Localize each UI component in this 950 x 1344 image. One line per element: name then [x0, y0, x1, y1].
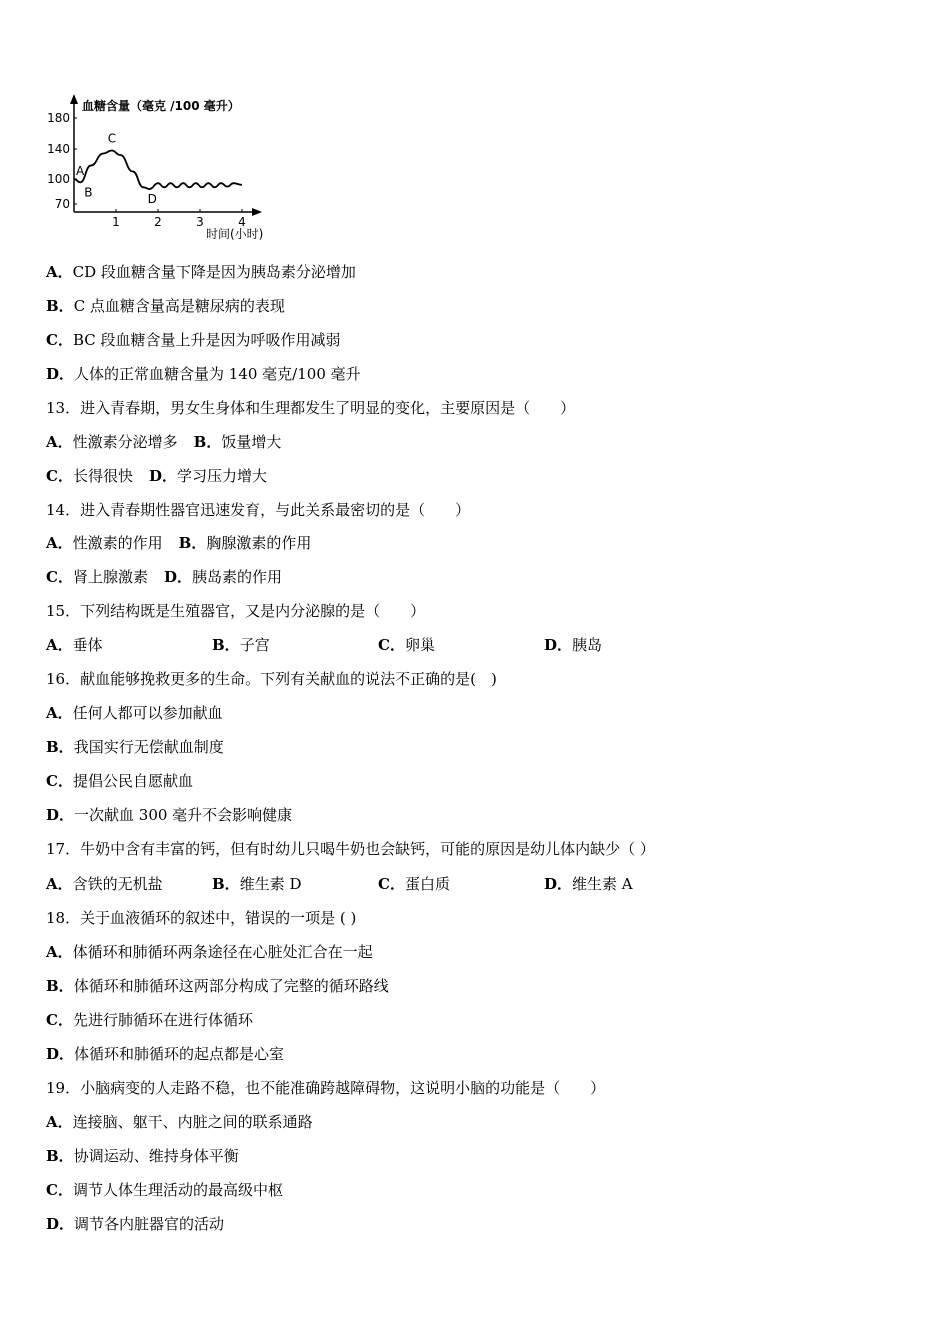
- q18-option-b[interactable]: [46, 976, 389, 996]
- q17-option-a[interactable]: [46, 874, 212, 894]
- q15-stem: 15．下列结构既是生殖器官，又是内分泌腺的是（ ）: [46, 602, 426, 620]
- q16-option-d[interactable]: [46, 805, 292, 825]
- q13-option-a[interactable]: [46, 432, 178, 452]
- q17-d-text: 维生素 A: [572, 875, 633, 893]
- q13-stem: 13．进入青春期，男女生身体和生理都发生了明显的变化，主要原因是（ ）: [46, 399, 576, 417]
- q14-options-row1: [46, 533, 311, 553]
- q17-options: [46, 874, 633, 894]
- q16-d-text: 一次献血 300 毫升不会影响健康: [74, 806, 293, 824]
- q14-option-a[interactable]: [46, 533, 163, 553]
- q18-option-a[interactable]: [46, 942, 373, 962]
- q17-option-c[interactable]: [378, 874, 544, 894]
- q18-c-letter: C．: [46, 1011, 73, 1029]
- q13-a-text: 性激素分泌增多: [72, 433, 178, 451]
- blood-sugar-chart: [40, 92, 280, 250]
- q18-b-letter: B．: [46, 977, 74, 995]
- q18-option-c[interactable]: [46, 1010, 253, 1030]
- q19-a-letter: A．: [46, 1113, 73, 1131]
- y-tick-label: 100: [47, 172, 70, 186]
- q18-stem: 18．关于血液循环的叙述中，错误的一项是 ( ): [46, 909, 357, 927]
- q14-stem: 14．进入青春期性器官迅速发育，与此关系最密切的是（ ）: [46, 501, 471, 519]
- q15-d-text: 胰岛: [572, 636, 603, 654]
- q15-option-b[interactable]: [212, 635, 378, 655]
- q17-b-letter: B．: [212, 875, 240, 893]
- q15-a-text: 垂体: [72, 636, 103, 654]
- q18-b-text: 体循环和肺循环这两部分构成了完整的循环路线: [73, 977, 389, 995]
- q14-option-d[interactable]: [164, 567, 282, 587]
- q12-b-letter: B．: [46, 297, 74, 315]
- q19-c-letter: C．: [46, 1181, 73, 1199]
- q13-b-letter: B．: [193, 433, 222, 451]
- q18-d-letter: D．: [46, 1045, 75, 1063]
- q14-c-letter: C．: [46, 568, 73, 586]
- q19-option-b[interactable]: [46, 1146, 239, 1166]
- chart-svg: [40, 92, 280, 250]
- q12-d-text: 人体的正常血糖含量为 140 毫克/100 毫升: [74, 365, 361, 383]
- q15-c-text: 卵巢: [404, 636, 435, 654]
- q18-option-d[interactable]: [46, 1044, 284, 1064]
- q19-option-c[interactable]: [46, 1180, 283, 1200]
- q14-a-text: 性激素的作用: [72, 534, 163, 552]
- x-axis-arrow: [252, 208, 262, 216]
- q18-a-text: 体循环和肺循环两条途径在心脏处汇合在一起: [72, 943, 373, 961]
- q14-d-letter: D．: [163, 568, 192, 586]
- y-axis-arrow: [70, 94, 78, 104]
- q17-option-b[interactable]: [212, 874, 378, 894]
- blood-sugar-line: [74, 151, 242, 190]
- q16-option-a[interactable]: [46, 703, 223, 723]
- q15-options: [46, 635, 602, 655]
- chart-title: 血糖含量（毫克 /100 毫升）: [82, 99, 240, 113]
- q14-b-letter: B．: [178, 534, 207, 552]
- q15-c-letter: C．: [378, 636, 405, 654]
- q13-option-c[interactable]: [46, 466, 133, 486]
- q16-b-letter: B．: [46, 738, 74, 756]
- q15-option-c[interactable]: [378, 635, 544, 655]
- q14-d-text: 胰岛素的作用: [191, 568, 282, 586]
- q18-a-letter: A．: [46, 943, 73, 961]
- q16-c-letter: C．: [46, 772, 73, 790]
- q12-option-d[interactable]: [46, 364, 361, 384]
- y-tick-label: 70: [54, 197, 70, 211]
- q16-d-letter: D．: [46, 806, 75, 824]
- q19-a-text: 连接脑、躯干、内脏之间的联系通路: [72, 1113, 313, 1131]
- q15-a-letter: A．: [46, 636, 73, 654]
- point-label-b: B: [84, 185, 93, 200]
- q12-b-text: C 点血糖含量高是糖尿病的表现: [73, 297, 285, 315]
- q16-a-letter: A．: [46, 704, 73, 722]
- q14-b-text: 胸腺激素的作用: [206, 534, 312, 552]
- y-tick-label: 140: [47, 142, 70, 156]
- q13-options-row1: [46, 432, 281, 452]
- q16-b-text: 我国实行无偿献血制度: [73, 738, 224, 756]
- q14-a-letter: A．: [46, 534, 73, 552]
- q13-option-d[interactable]: [149, 466, 267, 486]
- q15-d-letter: D．: [544, 636, 573, 654]
- q17-stem: 17．牛奶中含有丰富的钙，但有时幼儿只喝牛奶也会缺钙，可能的原因是幼儿体内缺少（ ）: [46, 840, 655, 858]
- q19-stem: 19．小脑病变的人走路不稳，也不能准确跨越障碍物，这说明小脑的功能是（ ）: [46, 1079, 606, 1097]
- q17-a-letter: A．: [46, 875, 73, 893]
- q16-a-text: 任何人都可以参加献血: [72, 704, 223, 722]
- q14-option-c[interactable]: [46, 567, 148, 587]
- x-tick-label: 3: [196, 215, 204, 229]
- x-tick-label: 4: [238, 215, 246, 229]
- q15-b-letter: B．: [212, 636, 240, 654]
- q14-options-row2: [46, 567, 282, 587]
- q15-option-a[interactable]: [46, 635, 212, 655]
- q13-a-letter: A．: [46, 433, 73, 451]
- point-label-d: D: [147, 192, 157, 206]
- q19-d-text: 调节各内脏器官的活动: [74, 1215, 225, 1233]
- point-label-a: A: [76, 164, 85, 178]
- q12-a-text: CD 段血糖含量下降是因为胰岛素分泌增加: [72, 263, 356, 281]
- q18-d-text: 体循环和肺循环的起点都是心室: [74, 1045, 285, 1063]
- q12-c-text: BC 段血糖含量上升是因为呼吸作用减弱: [72, 331, 341, 349]
- q16-option-b[interactable]: [46, 737, 224, 757]
- q13-d-letter: D．: [148, 467, 177, 485]
- q15-option-d[interactable]: [544, 635, 602, 655]
- q17-a-text: 含铁的无机盐: [72, 875, 163, 893]
- q19-c-text: 调节人体生理活动的最高级中枢: [72, 1181, 283, 1199]
- q18-c-text: 先进行肺循环在进行体循环: [72, 1011, 253, 1029]
- q19-option-d[interactable]: [46, 1214, 224, 1234]
- q14-option-b[interactable]: [179, 533, 312, 553]
- q12-a-letter: A．: [46, 263, 73, 281]
- q13-c-letter: C．: [46, 467, 73, 485]
- q12-option-b[interactable]: [46, 296, 285, 316]
- x-axis-label: 时间(小时): [206, 227, 264, 241]
- q19-b-text: 协调运动、维持身体平衡: [73, 1147, 239, 1165]
- q17-d-letter: D．: [544, 875, 573, 893]
- q13-c-text: 长得很快: [72, 467, 133, 485]
- x-tick-label: 1: [112, 215, 120, 229]
- q12-d-letter: D．: [46, 365, 75, 383]
- q17-c-letter: C．: [378, 875, 405, 893]
- q12-option-c[interactable]: [46, 330, 341, 350]
- q19-option-a[interactable]: [46, 1112, 313, 1132]
- q16-c-text: 提倡公民自愿献血: [72, 772, 193, 790]
- q19-d-letter: D．: [46, 1215, 75, 1233]
- q16-option-c[interactable]: [46, 771, 193, 791]
- q15-b-text: 子宫: [239, 636, 270, 654]
- q14-c-text: 肾上腺激素: [72, 568, 148, 586]
- q12-option-a[interactable]: [46, 262, 356, 282]
- q17-b-text: 维生素 D: [239, 875, 302, 893]
- point-label-c: C: [107, 131, 117, 146]
- q13-options-row2: [46, 466, 267, 486]
- q17-c-text: 蛋白质: [404, 875, 450, 893]
- q13-d-text: 学习压力增大: [176, 467, 267, 485]
- q17-option-d[interactable]: [544, 874, 633, 894]
- q13-option-b[interactable]: [194, 432, 282, 452]
- q13-b-text: 饭量增大: [221, 433, 282, 451]
- q16-stem: 16．献血能够挽救更多的生命。下列有关献血的说法不正确的是( ): [46, 670, 497, 688]
- y-tick-label: 180: [47, 111, 70, 125]
- q19-b-letter: B．: [46, 1147, 74, 1165]
- x-tick-label: 2: [154, 215, 162, 229]
- q12-c-letter: C．: [46, 331, 73, 349]
